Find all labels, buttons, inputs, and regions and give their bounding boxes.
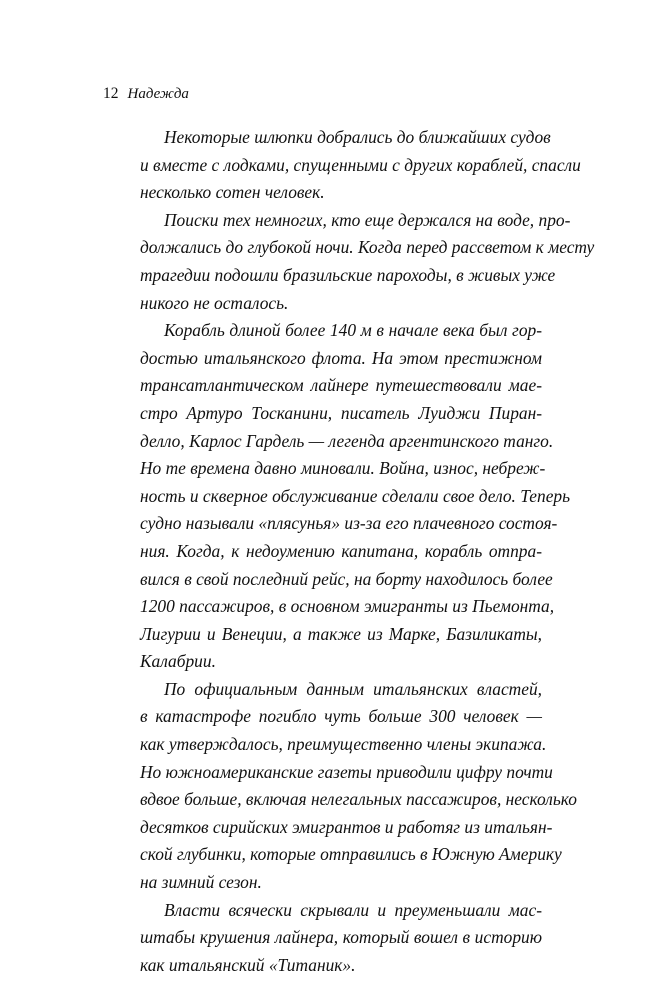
paragraph — [140, 207, 595, 317]
text-line: никого не осталось. — [140, 292, 289, 313]
text-line: вдвое больше, включая нелегальных пассажиров, несколько — [140, 789, 577, 810]
text-line: на зимний сезон. — [140, 872, 262, 893]
paragraph — [140, 676, 577, 897]
text-line: Поиски тех немногих, кто еще держался на воде, про- — [164, 209, 571, 230]
text-line: Некоторые шлюпки добрались до ближайших судов — [164, 127, 551, 147]
text-line: ской глубинки, которые отправились в Южную Америку — [140, 844, 562, 865]
text-line: в катастрофе погибло чуть больше 300 человек — — [140, 706, 542, 727]
text-line: стро Артуро Тосканини, писатель Луиджи Пиран- — [140, 402, 542, 423]
text-line: делло, Карлос Гардель — легенда аргентинского танго. — [140, 430, 554, 451]
text-line: Но те времена давно миновали. Война, износ, небреж- — [140, 458, 546, 479]
text-line: Лигурии и Венеции, а также из Марке, Базиликаты, — [140, 623, 542, 644]
text-line: ния. Когда, к недоумению капитана, корабль отпра- — [140, 540, 542, 561]
text-line: несколько сотен человек. — [140, 182, 325, 203]
text-line: Но южноамериканские газеты приводили цифру почти — [140, 761, 553, 782]
text-line: 1200 пассажиров, в основном эмигранты из Пьемонта, — [140, 596, 555, 617]
text-line: трансатлантическом лайнере путешествовали мае- — [140, 375, 542, 396]
text-line: Калабрии. — [140, 651, 216, 672]
book-title: Надежда — [127, 86, 189, 102]
text-line: По официальным данным итальянских властей, — [164, 678, 542, 699]
text-line: штабы крушения лайнера, который вошел в историю — [140, 927, 542, 948]
text-line: и вместе с лодками, спущенными с других кораблей, спасли — [140, 154, 581, 175]
text-line: Корабль длиной более 140 м в начале века был гор- — [164, 320, 542, 341]
page-number: 12 — [103, 85, 119, 102]
text-line: должались до глубокой ночи. Когда перед рассветом к месту — [140, 237, 595, 258]
text-line: вился в свой последний рейс, на борту находилось более — [140, 568, 553, 589]
text-line: Власти всячески скрывали и преуменьшали мас- — [164, 899, 542, 920]
body-text — [140, 124, 595, 979]
text-line: достью итальянского флота. На этом престижном — [140, 347, 542, 368]
running-head — [103, 85, 189, 103]
text-line: судно называли «плясунья» из-за его плачевного состоя- — [140, 513, 558, 534]
text-line: ность и скверное обслуживание сделали свое дело. Теперь — [140, 485, 571, 506]
paragraph — [140, 317, 571, 676]
text-line: трагедии подошли бразильские пароходы, в живых уже — [140, 264, 556, 285]
text-line: как итальянский «Титаник». — [140, 954, 356, 975]
paragraph — [140, 124, 581, 207]
text-line: десятков сирийских эмигрантов и работяг из итальян- — [140, 816, 553, 837]
text-line: как утверждалось, преимущественно члены экипажа. — [140, 734, 547, 755]
paragraph — [140, 897, 542, 980]
